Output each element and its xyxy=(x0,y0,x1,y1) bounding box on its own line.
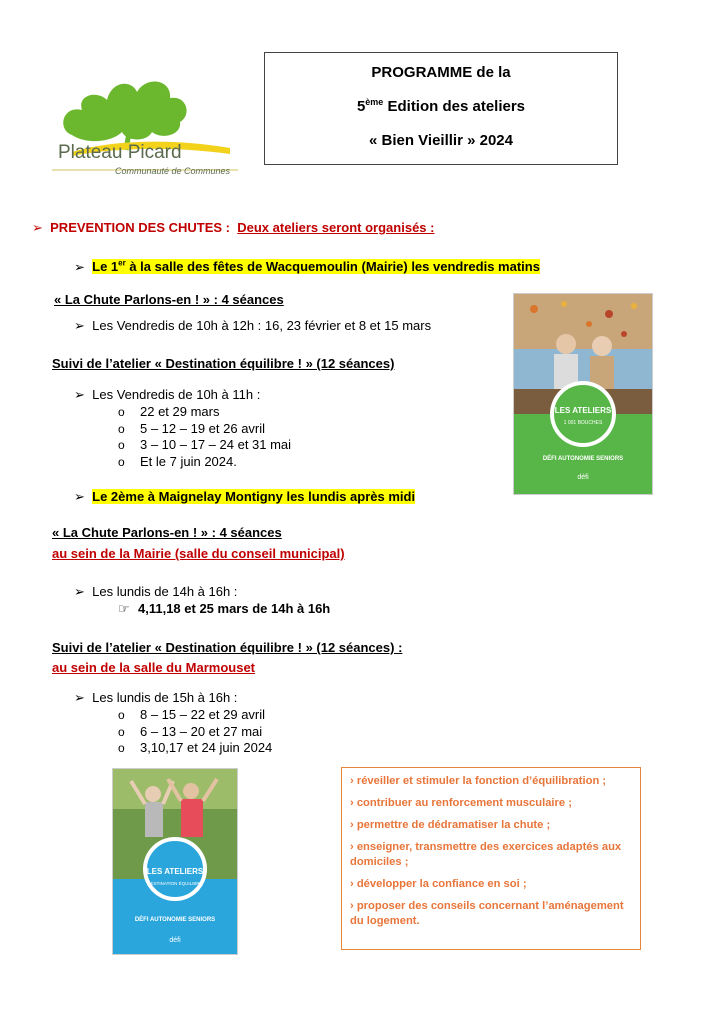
first-suivi-title: Suivi de l’atelier « Destination équilibre ! » (12 séances) xyxy=(52,356,395,371)
date-item: o 8 – 15 – 22 et 29 avril xyxy=(118,707,266,722)
first-suivi-dates xyxy=(118,404,291,470)
benefits-box xyxy=(341,767,641,950)
title-line-1: PROGRAMME de la xyxy=(371,64,511,81)
second-suivi-title: Suivi de l’atelier « Destination équilibre ! » (12 séances) : xyxy=(52,640,403,655)
poster-1-badge-sub: 1 001 BOUCHES xyxy=(563,420,603,426)
poster-destination-equilibre xyxy=(112,768,238,955)
logo-subtitle: Communauté de Communes xyxy=(115,166,231,176)
title-line-3: « Bien Vieillir » 2024 xyxy=(369,132,513,149)
benefit-item: › développer la confiance en soi ; xyxy=(350,878,527,890)
title-line-2: 5ème Edition des ateliers xyxy=(356,97,526,115)
poster-2-badge-sub: DESTINATION ÉQUILIBRE xyxy=(147,881,203,886)
poster-1-illustration xyxy=(514,294,652,494)
date-item: o 3,10,17 et 24 juin 2024 xyxy=(118,740,273,755)
date-item: o 22 et 29 mars xyxy=(118,404,220,419)
date-item: o Et le 7 juin 2024. xyxy=(118,453,237,469)
second-suivi-dates xyxy=(118,707,272,757)
benefit-item: › réveiller et stimuler la fonction d’équilibration ; xyxy=(350,775,607,787)
benefit-item: › proposer des conseils concernant l’aménagement du logement. xyxy=(350,900,624,927)
second-suivi-item: ➢ Les lundis de 15h à 16h : xyxy=(74,690,238,705)
date-item: o 3 – 10 – 17 – 24 et 31 mai xyxy=(118,437,292,452)
first-workshop-heading: ➢ Le 1er à la salle des fêtes de Wacquemoulin (Mairie) les vendredis matins xyxy=(74,259,540,275)
second-workshop-heading: ➢ Le 2ème à Maignelay Montigny les lundis après midi xyxy=(74,489,416,504)
poster-2-brand: défi xyxy=(169,937,181,944)
poster-1-badge: LES ATELIERS xyxy=(554,406,612,415)
poster-1001-bouches xyxy=(513,293,653,495)
poster-2-badge: LES ATELIERS xyxy=(146,867,204,876)
second-chute-dates: ☞ 4,11,18 et 25 mars de 14h à 16h xyxy=(118,601,331,616)
second-suivi-location: au sein de la salle du Marmouset xyxy=(52,660,256,675)
logo-text: Plateau Picard xyxy=(58,142,182,163)
second-chute-location: au sein de la Mairie (salle du conseil municipal) xyxy=(52,546,345,561)
second-chute-item: ➢ Les lundis de 14h à 16h : xyxy=(74,584,238,599)
first-chute-title: « La Chute Parlons-en ! » : 4 séances xyxy=(54,292,284,307)
poster-1-brand: défi xyxy=(577,474,589,481)
first-chute-item: ➢ Les Vendredis de 10h à 12h : 16, 23 février et 8 et 15 mars xyxy=(74,318,432,333)
section-heading: ➢ PREVENTION DES CHUTES : Deux ateliers seront organisés : xyxy=(32,220,435,235)
first-suivi-item: ➢ Les Vendredis de 10h à 11h : xyxy=(74,387,261,402)
poster-1-banner: DÉFI AUTONOMIE SENIORS xyxy=(542,456,624,462)
title-box xyxy=(264,52,618,165)
poster-2-illustration xyxy=(113,769,237,954)
date-item: o 5 – 12 – 19 et 26 avril xyxy=(118,420,266,436)
benefit-item: › enseigner, transmettre des exercices adaptés aux domiciles ; xyxy=(350,841,622,868)
benefit-item: › permettre de dédramatiser la chute ; xyxy=(350,819,551,831)
second-chute-title: « La Chute Parlons-en ! » : 4 séances xyxy=(52,525,282,540)
poster-2-banner: DÉFI AUTONOMIE SENIORS xyxy=(134,917,216,923)
date-item: o 6 – 13 – 20 et 27 mai xyxy=(118,723,263,739)
benefit-item: › contribuer au renforcement musculaire ; xyxy=(350,797,572,809)
